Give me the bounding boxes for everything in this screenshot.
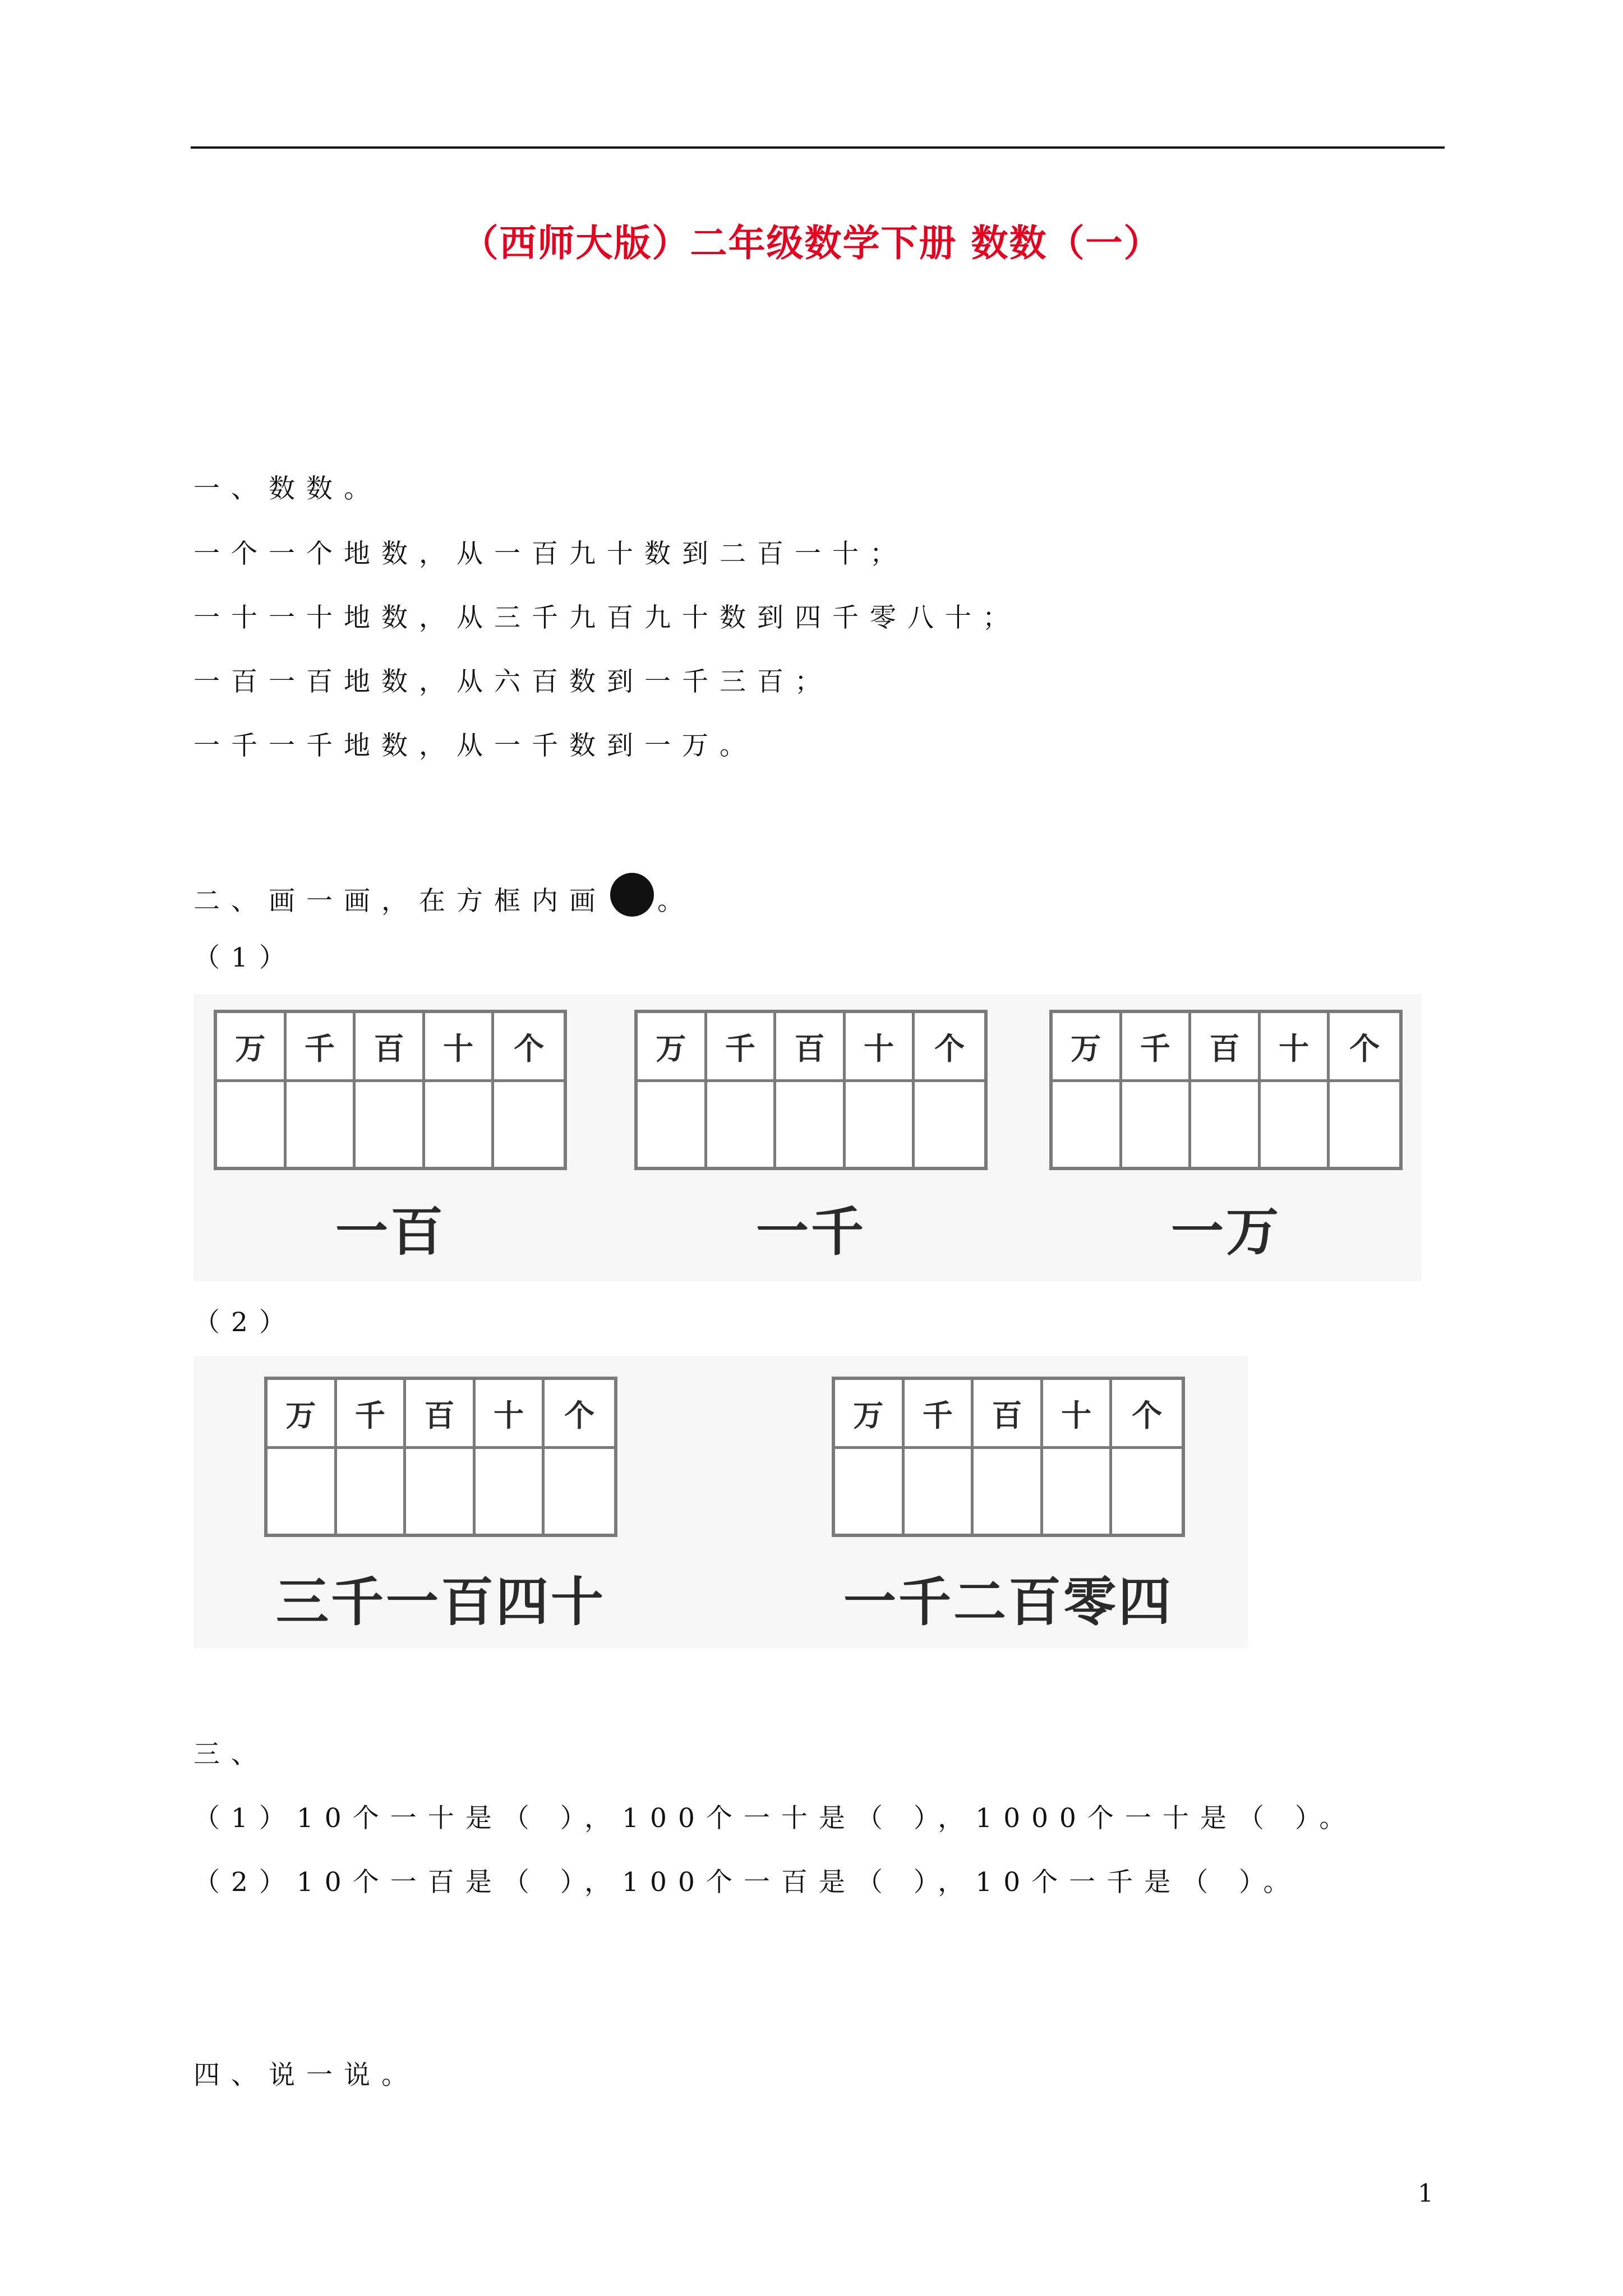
answer-cell[interactable] bbox=[337, 1449, 407, 1534]
section2-heading-text: 二、画一画，在方框内画 bbox=[193, 886, 607, 917]
place-value-grid-4 bbox=[264, 1377, 617, 1537]
answer-cell[interactable] bbox=[1112, 1449, 1182, 1534]
answer-cell[interactable] bbox=[638, 1082, 707, 1167]
page-number: 1 bbox=[1418, 2179, 1433, 2208]
col-header-wan: 万 bbox=[217, 1013, 287, 1082]
col-header-ge: 个 bbox=[1112, 1380, 1182, 1449]
black-circle-icon bbox=[610, 873, 654, 917]
section2-heading bbox=[193, 873, 695, 918]
place-value-grid-2 bbox=[634, 1010, 988, 1170]
answer-cell[interactable] bbox=[1191, 1082, 1261, 1167]
answer-cell[interactable] bbox=[1053, 1082, 1122, 1167]
col-header-shi: 十 bbox=[425, 1013, 495, 1082]
answer-cell[interactable] bbox=[268, 1449, 337, 1534]
part2-panel bbox=[193, 1356, 1248, 1648]
answer-cell[interactable] bbox=[425, 1082, 495, 1167]
col-header-shi: 十 bbox=[846, 1013, 915, 1082]
col-header-qian: 千 bbox=[905, 1380, 974, 1449]
section3-heading: 三、 bbox=[193, 1739, 269, 1770]
page-title: （西师大版）二年级数学下册 数数（一） bbox=[461, 222, 1162, 265]
answer-cell[interactable] bbox=[356, 1082, 425, 1167]
answer-cell[interactable] bbox=[1122, 1082, 1192, 1167]
section4-heading: 四、说一说。 bbox=[193, 2060, 419, 2091]
col-header-bai: 百 bbox=[1191, 1013, 1261, 1082]
answer-cell[interactable] bbox=[1043, 1449, 1113, 1534]
grid-3-caption: 一万 bbox=[1170, 1202, 1281, 1263]
section2-heading-period: 。 bbox=[657, 886, 695, 917]
answer-cell[interactable] bbox=[1330, 1082, 1399, 1167]
col-header-qian: 千 bbox=[287, 1013, 356, 1082]
section1-heading: 一、数数。 bbox=[193, 473, 381, 504]
section3-question-2: （2）10个一百是（ ），100个一百是（ ），10个一千是（ ）。 bbox=[193, 1867, 1301, 1898]
answer-cell[interactable] bbox=[217, 1082, 287, 1167]
grid-4-caption: 三千一百四十 bbox=[275, 1572, 606, 1633]
col-header-wan: 万 bbox=[268, 1380, 337, 1449]
answer-cell[interactable] bbox=[287, 1082, 356, 1167]
col-header-qian: 千 bbox=[707, 1013, 777, 1082]
answer-cell[interactable] bbox=[476, 1449, 545, 1534]
col-header-bai: 百 bbox=[974, 1380, 1043, 1449]
answer-cell[interactable] bbox=[707, 1082, 777, 1167]
col-header-shi: 十 bbox=[476, 1380, 545, 1449]
col-header-wan: 万 bbox=[1053, 1013, 1122, 1082]
answer-cell[interactable] bbox=[545, 1449, 614, 1534]
col-header-shi: 十 bbox=[1261, 1013, 1330, 1082]
answer-cell[interactable] bbox=[1261, 1082, 1330, 1167]
col-header-ge: 个 bbox=[494, 1013, 564, 1082]
answer-cell[interactable] bbox=[776, 1082, 846, 1167]
col-header-ge: 个 bbox=[1330, 1013, 1399, 1082]
col-header-bai: 百 bbox=[776, 1013, 846, 1082]
answer-cell[interactable] bbox=[406, 1449, 476, 1534]
answer-cell[interactable] bbox=[915, 1082, 984, 1167]
part2-label: （2） bbox=[193, 1307, 297, 1338]
answer-cell[interactable] bbox=[905, 1449, 974, 1534]
col-header-qian: 千 bbox=[1122, 1013, 1192, 1082]
place-value-grid-1 bbox=[214, 1010, 567, 1170]
part1-label: （1） bbox=[193, 942, 297, 973]
place-value-grid-3 bbox=[1049, 1010, 1403, 1170]
place-value-grid-5 bbox=[832, 1377, 1185, 1537]
answer-cell[interactable] bbox=[974, 1449, 1043, 1534]
answer-cell[interactable] bbox=[835, 1449, 905, 1534]
grid-1-caption: 一百 bbox=[335, 1202, 445, 1263]
col-header-ge: 个 bbox=[545, 1380, 614, 1449]
part1-panel bbox=[193, 994, 1422, 1281]
col-header-bai: 百 bbox=[406, 1380, 476, 1449]
col-header-wan: 万 bbox=[835, 1380, 905, 1449]
grid-5-caption: 一千二百零四 bbox=[843, 1572, 1173, 1633]
section1-line-2: 一十一十地数，从三千九百九十数到四千零八十； bbox=[193, 602, 1020, 633]
col-header-shi: 十 bbox=[1043, 1380, 1113, 1449]
section1-line-3: 一百一百地数，从六百数到一千三百； bbox=[193, 666, 832, 697]
answer-cell[interactable] bbox=[494, 1082, 564, 1167]
col-header-wan: 万 bbox=[638, 1013, 707, 1082]
section3-question-1: （1）10个一十是（ ），100个一十是（ ），1000个一十是（ ）。 bbox=[193, 1803, 1357, 1834]
section1-line-1: 一个一个地数，从一百九十数到二百一十； bbox=[193, 539, 907, 569]
col-header-bai: 百 bbox=[356, 1013, 425, 1082]
col-header-ge: 个 bbox=[915, 1013, 984, 1082]
col-header-qian: 千 bbox=[337, 1380, 407, 1449]
header-rule bbox=[191, 146, 1445, 149]
section1-line-4: 一千一千地数，从一千数到一万。 bbox=[193, 730, 757, 761]
grid-2-caption: 一千 bbox=[755, 1202, 866, 1263]
answer-cell[interactable] bbox=[846, 1082, 915, 1167]
